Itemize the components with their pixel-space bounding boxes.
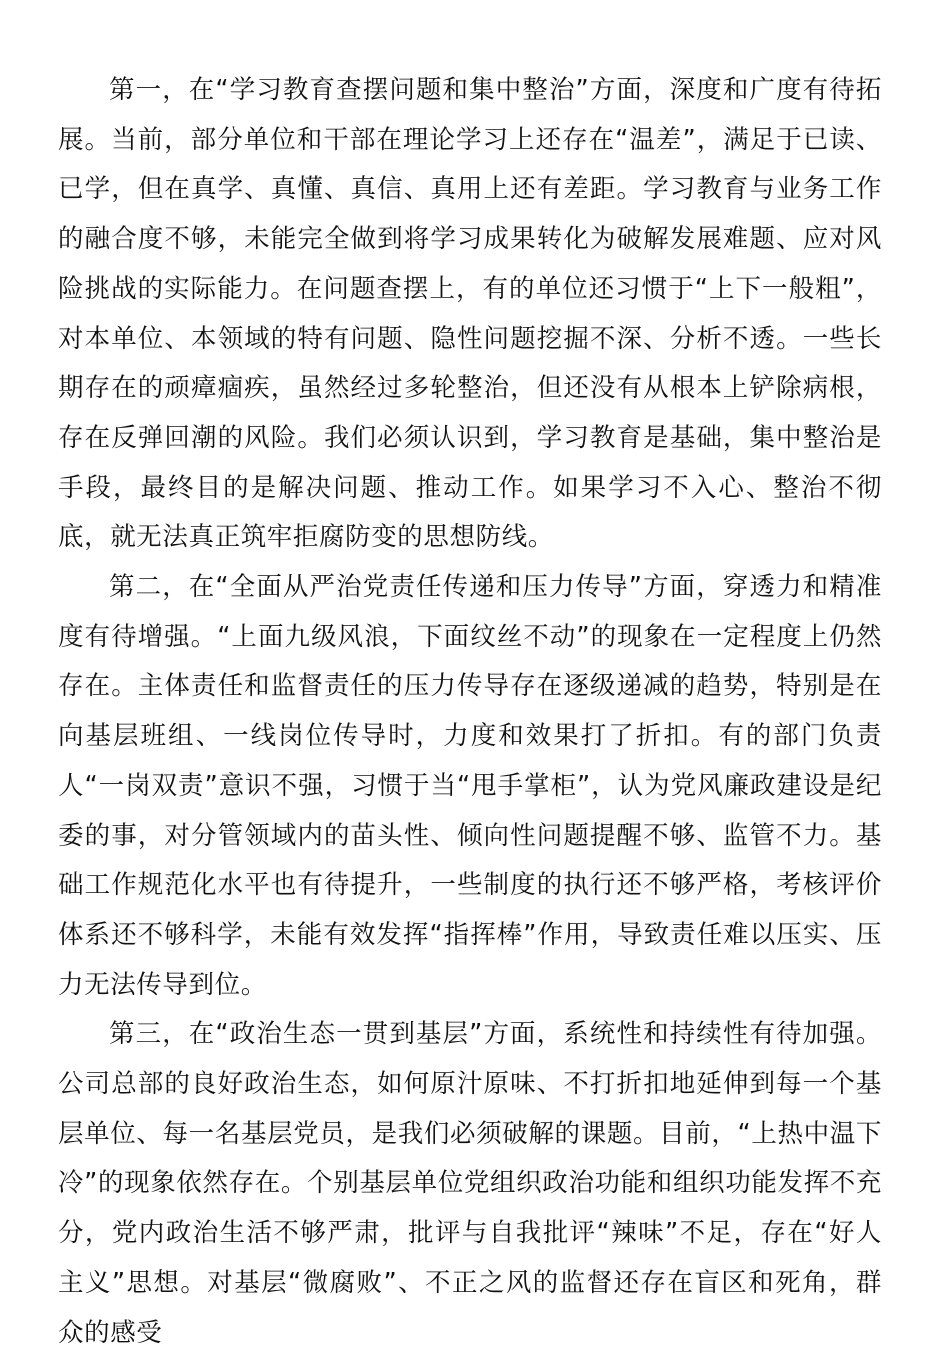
- paragraph-third: 第三，在“政治生态一贯到基层”方面，系统性和持续性有待加强。公司总部的良好政治生态，如何原汁原味、不打折扣地延伸到每一个基层单位、每一名基层党员，是我们必须破解的课题。目前，“上热中温下冷”的现象依然存在。个别基层单位党组织政治功能和组织功能发挥不充分，党内政治生活不够严肃，批评与自我批评“辣味”不足，存在“好人主义”思想。对基层“微腐败”、不正之风的监督还存在盲区和死角，群众的感受: [58, 1019, 882, 1348]
- document-body: [58, 66, 882, 1358]
- paragraph-second: 第二，在“全面从严治党责任传递和压力传导”方面，穿透力和精准度有待增强。“上面九级风浪，下面纹丝不动”的现象在一定程度上仍然存在。主体责任和监督责任的压力传导存在逐级递减的趋势，特别是在向基层班组、一线岗位传导时，力度和效果打了折扣。有的部门负责人“一岗双责”意识不强，习惯于当“甩手掌柜”，认为党风廉政建设是纪委的事，对分管领域内的苗头性、倾向性问题提醒不够、监管不力。基础工作规范化水平也有待提升，一些制度的执行还不够严格，考核评价体系还不够科学，未能有效发挥“指挥棒”作用，导致责任难以压实、压力无法传导到位。: [58, 572, 882, 1000]
- paragraph-first: 第一，在“学习教育查摆问题和集中整治”方面，深度和广度有待拓展。当前，部分单位和干部在理论学习上还存在“温差”，满足于已读、已学，但在真学、真懂、真信、真用上还有差距。学习教育与业务工作的融合度不够，未能完全做到将学习成果转化为破解发展难题、应对风险挑战的实际能力。在问题查摆上，有的单位还习惯于“上下一般粗”，对本单位、本领域的特有问题、隐性问题挖掘不深、分析不透。一些长期存在的顽瘴痼疾，虽然经过多轮整治，但还没有从根本上铲除病根，存在反弹回潮的风险。我们必须认识到，学习教育是基础，集中整治是手段，最终目的是解决问题、推动工作。如果学习不入心、整治不彻底，就无法真正筑牢拒腐防变的思想防线。: [58, 75, 882, 553]
